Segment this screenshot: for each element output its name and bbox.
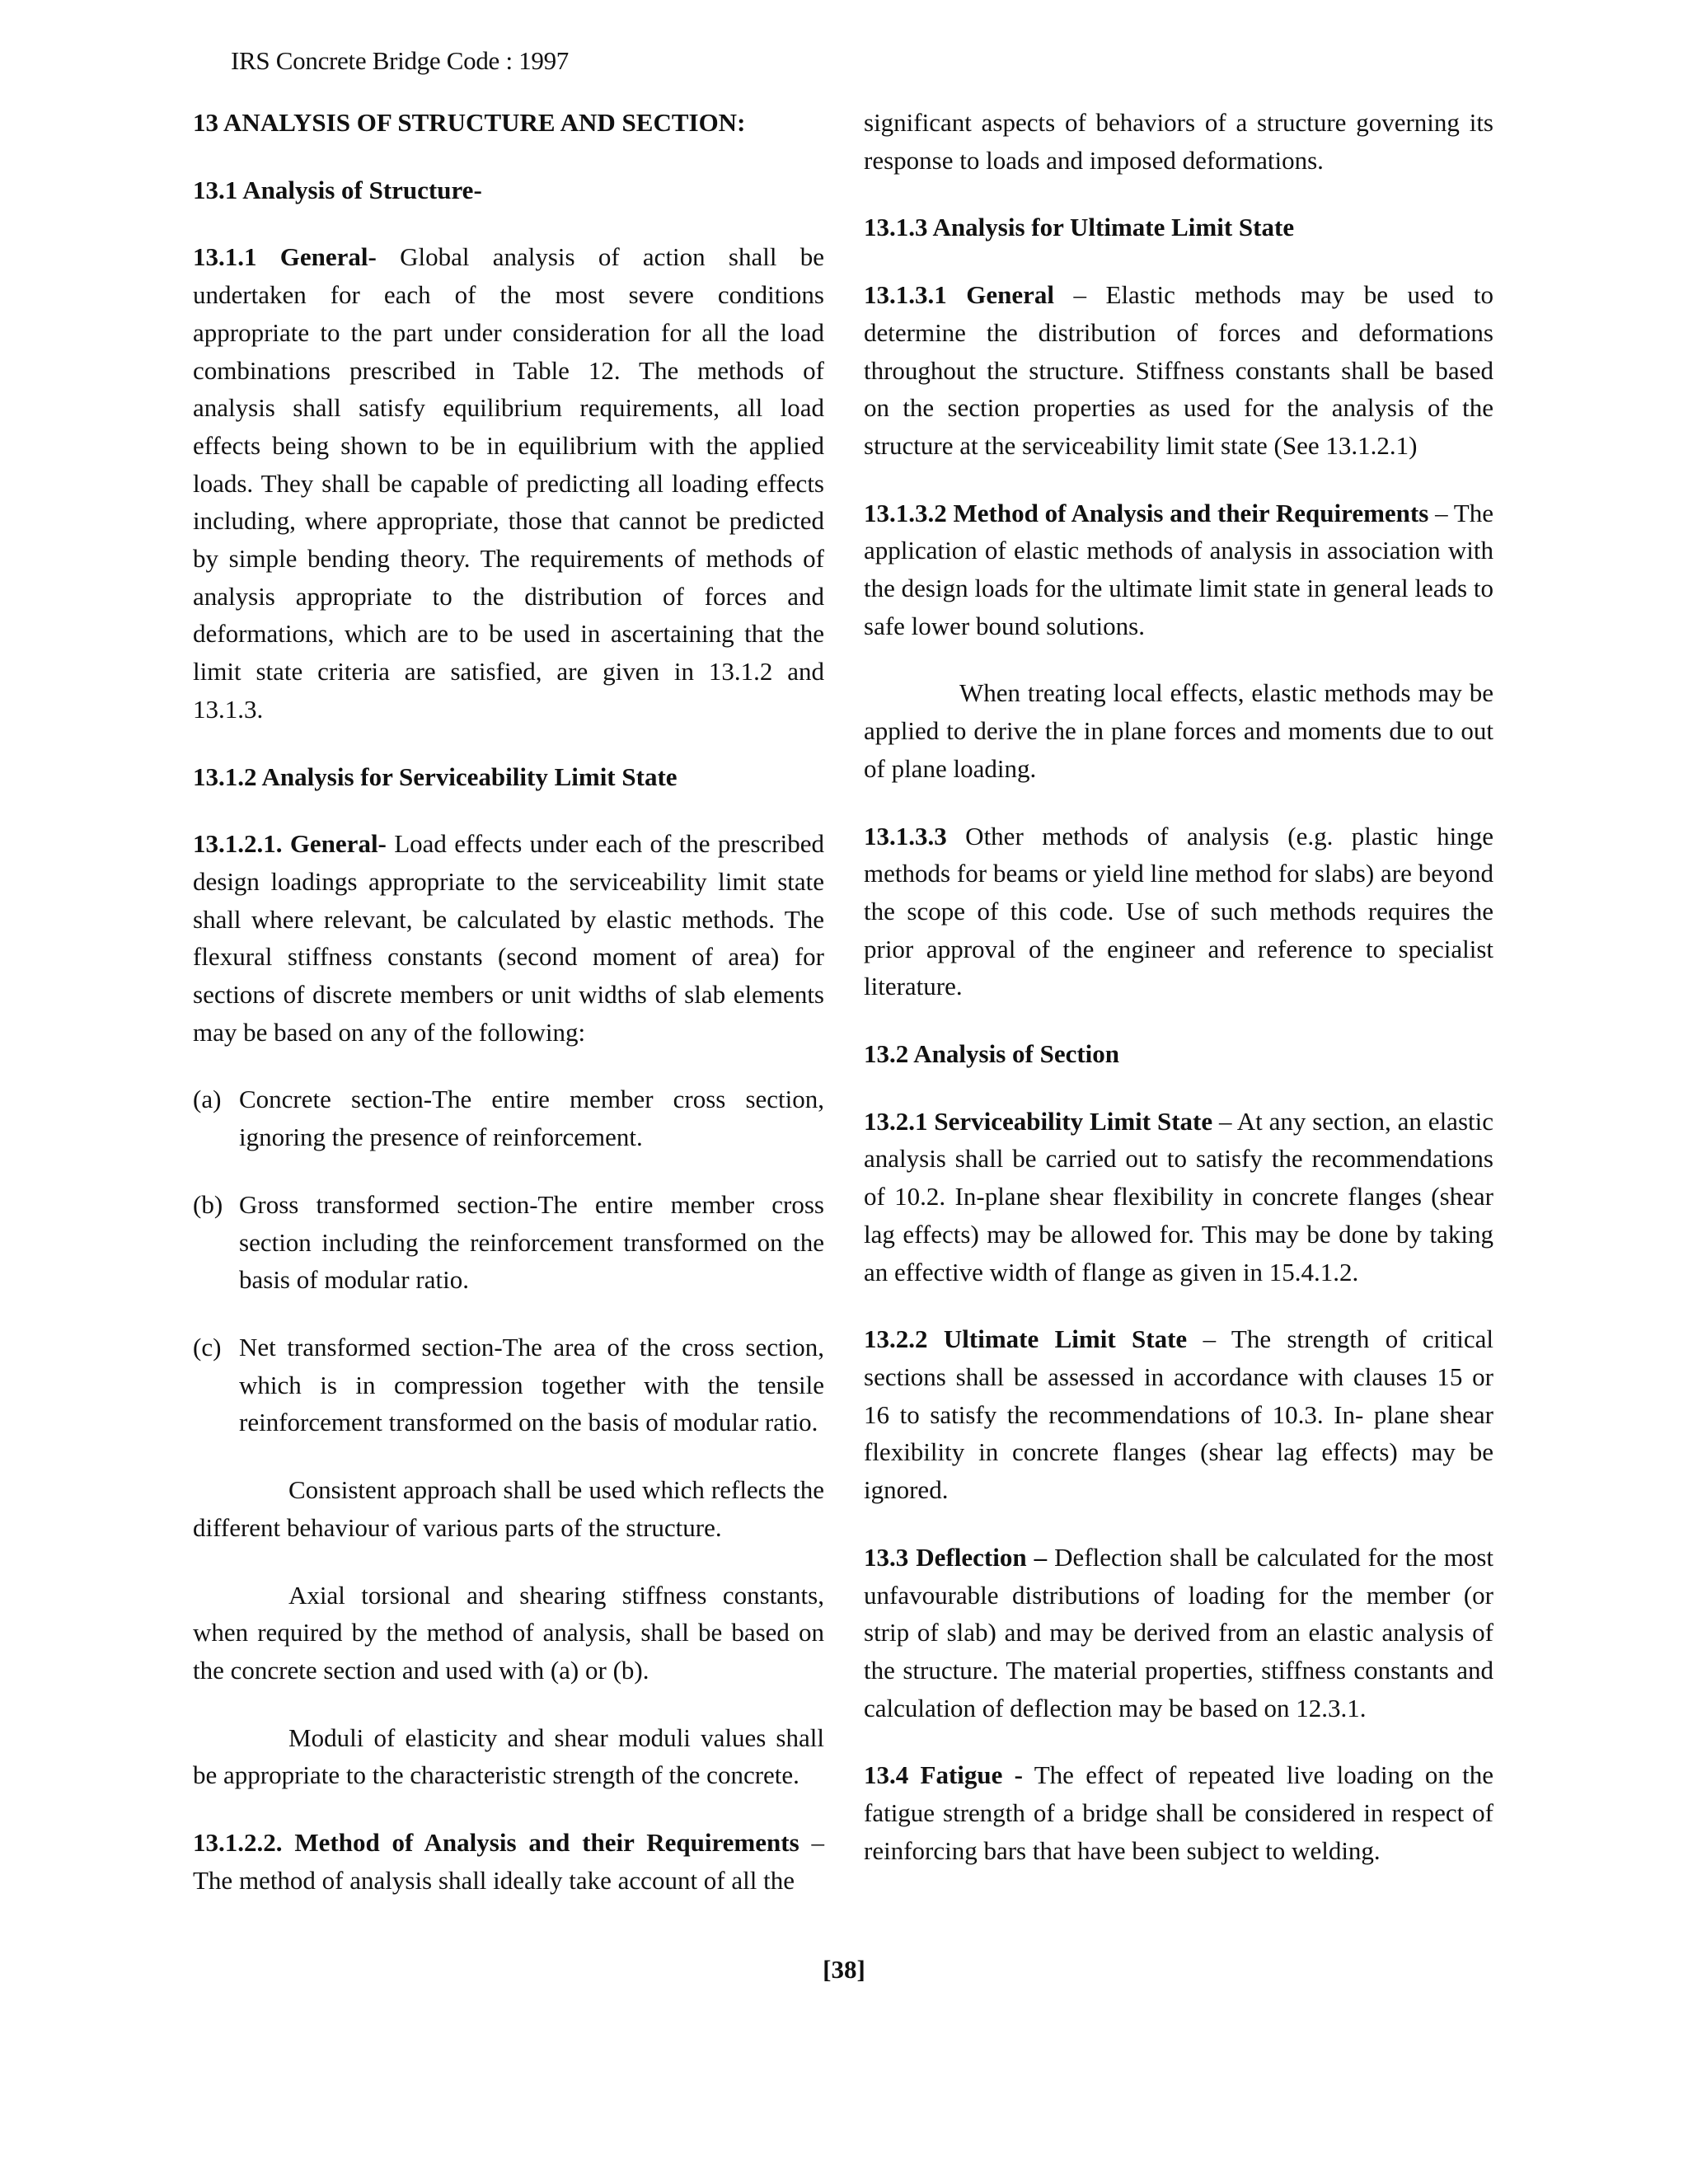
right-column xyxy=(864,104,1493,1899)
para-13-4 xyxy=(864,1756,1493,1869)
section-13-heading: 13 ANALYSIS OF STRUCTURE AND SECTION: xyxy=(193,108,746,137)
list-marker: (a) xyxy=(193,1085,222,1114)
para-13-1-2-1-lead: 13.1.2.1. General- xyxy=(193,829,387,859)
para-13-1-1-lead: 13.1.1 General- xyxy=(193,242,377,272)
running-head: IRS Concrete Bridge Code : 1997 xyxy=(231,46,570,75)
para-13-2-1-text: – At any section, an elastic analysis shall be carried out to satisfy the recommendations of 10.2. In-plane shear flexibility in concrete flanges (shear lag effects) may be allowed for. This may be done by taking an effective width of flange as given in 15.4.1.2. xyxy=(864,1106,1493,1286)
para-13-1-3-2-lead: 13.1.3.2 Method of Analysis and their Requirements xyxy=(864,498,1429,527)
para-moduli: Moduli of elasticity and shear moduli values shall be appropriate to the characteristic strength of the concrete. xyxy=(193,1722,824,1790)
para-13-2-1-lead: 13.2.1 Serviceability Limit State xyxy=(864,1106,1213,1136)
section-13-1-3-heading: 13.1.3 Analysis for Ultimate Limit State xyxy=(864,213,1295,242)
para-13-1-2-2 xyxy=(193,1824,824,1899)
para-13-3 xyxy=(864,1539,1493,1727)
para-13-1-2-1 xyxy=(193,825,824,1051)
para-13-3-lead: 13.3 Deflection – xyxy=(864,1542,1048,1572)
list-marker: (b) xyxy=(193,1189,223,1219)
para-13-2-2-lead: 13.2.2 Ultimate Limit State xyxy=(864,1324,1188,1354)
left-column xyxy=(193,104,824,1929)
list-item-b xyxy=(193,1186,824,1299)
list-text: Gross transformed section-The entire member cross section including the reinforcement transformed on the basis of modular ratio. xyxy=(239,1189,824,1295)
para-13-4-lead: 13.4 Fatigue - xyxy=(864,1760,1024,1790)
para-consistent-approach: Consistent approach shall be used which reflects the different behaviour of various parts of the structure. xyxy=(193,1475,824,1542)
para-13-4-text: The effect of repeated live loading on the fatigue strength of a bridge shall be considered in respect of reinforcing bars that have been subject to welding. xyxy=(864,1760,1493,1865)
para-13-1-2-2-text: – The method of analysis shall ideally take account of all the xyxy=(193,1828,825,1895)
list-marker: (c) xyxy=(193,1332,222,1361)
list-item-c xyxy=(193,1329,824,1441)
para-13-1-2-2-lead: 13.1.2.2. Method of Analysis and their Requirements xyxy=(193,1828,799,1858)
para-13-2-2-text: – The strength of critical sections shall be assessed in accordance with clauses 15 or 16 to satisfy the recommendations of 10.3. In- plane shear flexibility in concrete flanges (shear lag effects) may be ignored. xyxy=(864,1324,1493,1505)
para-13-1-2-1-text: Load effects under each of the prescribed design loadings appropriate to the serviceability limit state shall where relevant, be calculated by elastic methods. The flexural stiffness constants (second moment of area) for sections of discrete members or unit widths of slab elements may be based on any of the following: xyxy=(193,829,824,1047)
page-number: [38] xyxy=(823,1955,865,1984)
para-13-2-2 xyxy=(864,1320,1493,1509)
para-13-1-1-text: Global analysis of action shall be undertaken for each of the most severe conditions appropriate to the part under consideration for all the load combinations prescribed in Table 12. The methods of analysis shall satisfy equilibrium requirements, all load effects being shown to be in equilibrium with the applied loads. They shall be capable of predicting all loading effects including, where appropriate, those that cannot be predicted by simple bending theory. The requirements of methods of analysis appropriate to the distribution of forces and deformations, which are to be used in ascertaining that the limit state criteria are satisfied, are given in 13.1.2 and 13.1.3. xyxy=(193,242,824,724)
para-13-1-1 xyxy=(193,238,824,728)
list-item-a xyxy=(193,1080,824,1155)
list-text: Concrete section-The entire member cross section, ignoring the presence of reinforcement. xyxy=(239,1085,824,1152)
para-local-effects: When treating local effects, elastic methods may be applied to derive the in plane forces and moments due to out of plane loading. xyxy=(864,678,1493,783)
para-13-2-1 xyxy=(864,1103,1493,1291)
para-13-1-3-1-text: – Elastic methods may be used to determine the distribution of forces and deformations throughout the structure. Stiffness constants shall be based on the section properties as used for the analysis of the structure at the serviceability limit state (See 13.1.2.1) xyxy=(864,280,1493,460)
para-13-1-3-1-lead: 13.1.3.1 General xyxy=(864,280,1054,310)
para-13-1-3-2 xyxy=(864,494,1493,645)
para-13-1-3-1 xyxy=(864,276,1493,465)
section-13-2-heading: 13.2 Analysis of Section xyxy=(864,1039,1120,1069)
list-text: Net transformed section-The area of the cross section, which is in compression together with the tensile reinforcement transformed on the basis of modular ratio. xyxy=(239,1332,824,1437)
para-continuation: significant aspects of behaviors of a structure governing its response to loads and imposed deformations. xyxy=(864,108,1493,175)
section-13-1-heading: 13.1 Analysis of Structure- xyxy=(193,175,482,204)
para-13-1-3-3 xyxy=(864,818,1493,1006)
section-13-1-2-heading: 13.1.2 Analysis for Serviceability Limit State xyxy=(193,762,678,791)
para-13-1-3-2-text: – The application of elastic methods of analysis in association with the design loads for the ultimate limit state in general leads to safe lower bound solutions. xyxy=(864,498,1493,640)
para-axial-torsional: Axial torsional and shearing stiffness constants, when required by the method of analysis, shall be based on the concrete section and used with (a) or (b). xyxy=(193,1580,824,1685)
para-13-1-3-3-text: Other methods of analysis (e.g. plastic hinge methods for beams or yield line method for slabs) are beyond the scope of this code. Use of such methods requires the prior approval of the engineer and reference to specialist literature. xyxy=(864,821,1493,1001)
para-13-1-3-3-lead: 13.1.3.3 xyxy=(864,821,947,851)
para-13-3-text: Deflection shall be calculated for the most unfavourable distributions of loading for the member (or strip of slab) and may be derived from an elastic analysis of the structure. The material properties, stiffness constants and calculation of deflection may be based on 12.3.1. xyxy=(864,1542,1494,1722)
